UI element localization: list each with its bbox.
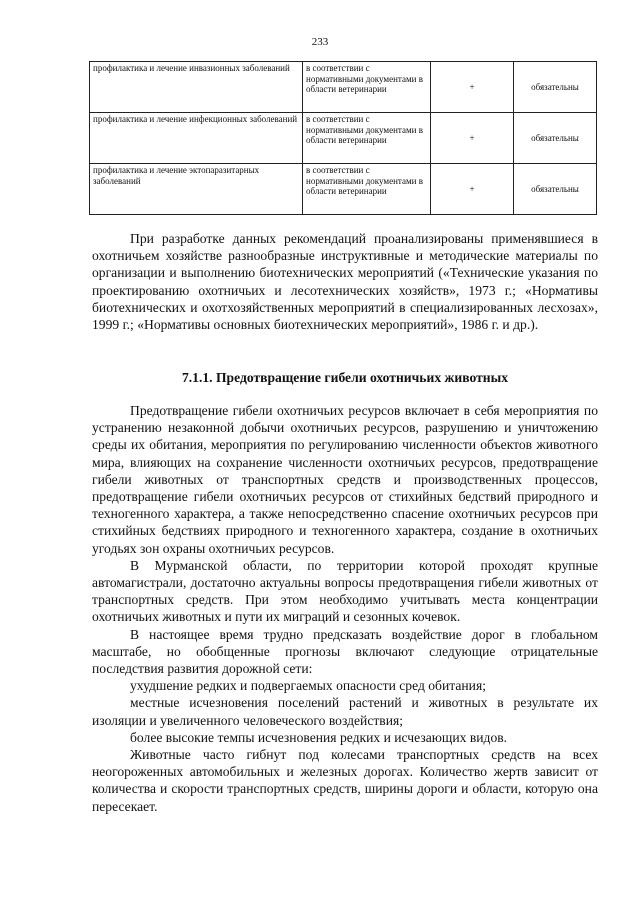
list-item: более высокие темпы исчезновения редких и исчезающих видов.: [130, 729, 508, 745]
status-cell: обязательны: [514, 113, 597, 164]
mark-cell: +: [431, 62, 514, 113]
table-row: [90, 113, 597, 164]
measure-cell: профилактика и лечение инфекционных заболеваний: [90, 113, 303, 164]
list-item: местные исчезновения поселений растений и животных в результате их изоляции и увеличенного человеческого воздействия;: [92, 695, 598, 728]
status-cell: обязательны: [514, 62, 597, 113]
section-body: [92, 402, 598, 815]
list-item: ухудшение редких и подвергаемых опасности сред обитания;: [130, 678, 486, 694]
status-cell: обязательны: [514, 164, 597, 215]
body-paragraph: В Мурманской области, по территории которой проходят крупные автомагистрали, достаточно актуальны вопросы предотвращения гибели животных от транспортных средств. При этом необходимо учитывать места концентрации охотничьих животных и пути их миграций и сезонных кочевок.: [92, 557, 598, 625]
mark-cell: +: [431, 164, 514, 215]
measures-table: [89, 61, 597, 215]
body-paragraph: Животные часто гибнут под колесами транспортных средств на всех неогороженных автомобильных и железных дорогах. Количество жертв зависит от количества и скорости транспортных средств, ширины дороги и области, которую она пересекает.: [92, 747, 598, 814]
table-row: [90, 62, 597, 113]
basis-cell: в соответствии с нормативными документами в области ветеринарии: [303, 62, 431, 113]
body-paragraph: Предотвращение гибели охотничьих ресурсов включает в себя мероприятия по устранению незаконной добычи охотничьих ресурсов, разрушению и уничтожению среды их обитания, мероприятия по регулированию численности объектов животного мира, влияющих на сохранение численности охотничьих ресурсов, предотвращение гибели животных от транспортных средств и производственных процессов, предотвращение гибели охотничьих ресурсов от стихийных бедствий природного и техногенного характера, а также непосредственно спасение охотничьих ресурсов при стихийных бедствиях природного и техногенного характера, создание в охотничьих угодьях зон охраны охотничьих ресурсов.: [92, 403, 598, 556]
body-paragraph: В настоящее время трудно предсказать воздействие дорог в глобальном масштабе, но обобщенные прогнозы включают следующие отрицательные последствия развития дорожной сети:: [92, 626, 598, 677]
measure-cell: профилактика и лечение эктопаразитарных заболеваний: [90, 164, 303, 215]
page-number: 233: [311, 36, 329, 48]
basis-cell: в соответствии с нормативными документами в области ветеринарии: [303, 164, 431, 215]
intro-paragraph: При разработке данных рекомендаций проанализированы применявшиеся в охотничьем хозяйстве разнообразные инструктивные и методические материалы по организации и выполнению биотехнических мероприятий («Технические указания по проектированию охотничьих и лесотехнических хозяйств», 1973 г.; «Нормативы биотехнических и охотхозяйственных мероприятий в специализированных лесхозах», 1999 г.; «Нормативы основных биотехнических мероприятий», 1986 г. и др.).: [92, 231, 598, 333]
mark-cell: +: [431, 113, 514, 164]
table-row: [90, 164, 597, 215]
measure-cell: профилактика и лечение инвазионных заболеваний: [90, 62, 303, 113]
intro-section: [92, 230, 598, 333]
section-heading: 7.1.1. Предотвращение гибели охотничьих животных: [181, 370, 509, 385]
basis-cell: в соответствии с нормативными документами в области ветеринарии: [303, 113, 431, 164]
